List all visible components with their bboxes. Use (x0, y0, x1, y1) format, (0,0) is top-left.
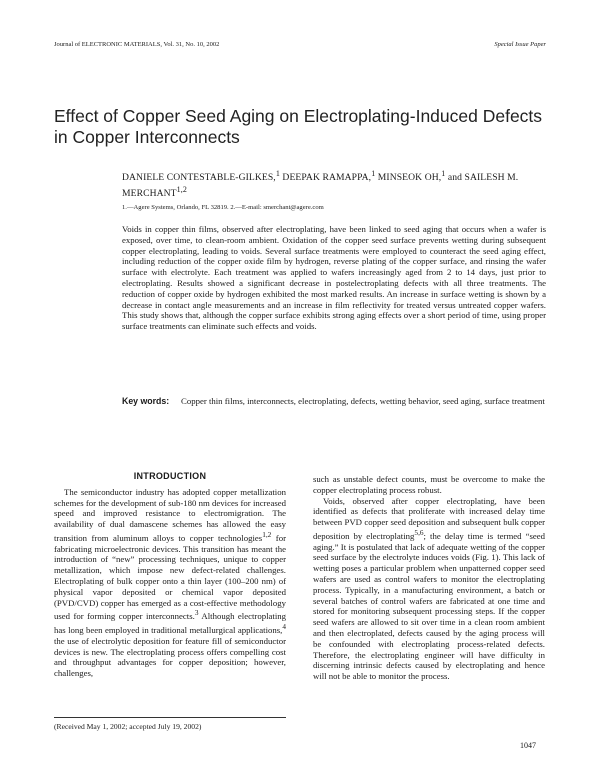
page-number: 1047 (520, 741, 536, 750)
citation-ref: 1,2 (262, 530, 272, 539)
text-run: the use of electrolytic deposition for feature fill of semiconductor devices is new. The electroplating process offers compelling cost and throughput advantages for copper deposition; however, challenges, (54, 635, 286, 679)
citation-ref: 4 (282, 623, 286, 632)
intro-paragraph-2 (313, 496, 545, 682)
footnote-rule (54, 717, 286, 718)
keywords (122, 396, 546, 407)
author-list (122, 168, 542, 200)
author-name: DANIELE CONTESTABLE-GILKES, (122, 172, 276, 184)
journal-citation: Journal of ELECTRONIC MATERIALS, Vol. 31, No. 10, 2002 (54, 41, 220, 48)
left-column (54, 471, 286, 679)
text-run: for fabricating microelectronic devices. This transition has meant the introduction of “new” processing techniques, unique to copper metallization, which impose new defect-related challenges. Electroplating of bulk copper onto a thin layer (100–200 nm) of physical vapor deposited or chemical vapor deposited (PVD/CVD) copper has emerged as a cost-effective methodology used for forming copper interconnects. (54, 532, 287, 622)
author-name: and SAILESH M. MERCHANT (122, 172, 519, 200)
section-heading-introduction: INTRODUCTION (133, 471, 207, 481)
right-column (313, 474, 545, 682)
text-run: ; the delay time is termed “seed aging.” It is postulated that lack of adequate wetting of the copper seed surface by the electrolyte induces voids (Fig. 1). This lack of wetting poses a particular problem when unpatterned copper seed wafers are used as control wafers to monitor the electroplating process. Typically, in a manufacturing environment, a batch or several batches of control wafers are fabricated at one time and stored for monitoring subsequent processing steps. If the copper seed wafers are allowed to sit over time in a clean room ambient and then electroplated, defects caused by the aging process will be confounded with electroplating process-related defects. Therefore, the electroplating engineer will have difficulty in discerning intrinsic defects caused by electroplating and hence will not be able to monitor the process. (313, 530, 546, 682)
author-affiliation-mark: 1 (275, 169, 280, 178)
paper-title: Effect of Copper Seed Aging on Electroplating-Induced Defects in Copper Interconnects (54, 106, 543, 147)
citation-ref: 5,6 (414, 528, 424, 537)
author-name: MINSEOK OH, (375, 172, 442, 184)
intro-paragraph-1 (54, 487, 286, 679)
citation-ref: 3 (194, 609, 199, 618)
author-affiliation-mark: 1 (441, 169, 446, 178)
running-head (54, 41, 546, 51)
intro-paragraph-1-continued: such as unstable defect counts, must be overcome to make the copper electroplating process robust. (313, 474, 545, 495)
text-run: The semiconductor industry has adopted copper metallization schemes for the development of sub-180 nm devices for increased speed and improved resistance to electromigration. The availability of dual damascene schemes has allowed the easy transition from aluminum alloys to copper technologies (54, 486, 286, 543)
author-name: DEEPAK RAMAPPA, (279, 172, 372, 184)
author-affiliation-mark: 1 (371, 169, 376, 178)
author-affiliation-mark: 1,2 (176, 185, 187, 195)
keywords-text: Copper thin films, interconnects, electroplating, defects, wetting behavior, seed aging, surface treatment (181, 396, 545, 406)
abstract: Voids in copper thin films, observed after electroplating, have been linked to seed aging that occurs when a wafer is exposed, over time, to clean-room ambient. Oxidation of the copper seed surface prevents wetting during subsequent copper electroplating, leading to voids. Several surface treatments were employed to counteract the seed aging effect, including reduction of the copper oxide film by hydrogen, reverse plating of the copper surface, and rinsing the wafer surface with electrolyte. Each treatment was applied to wafers increasingly aged from 2 to 14 days, just prior to electroplating. Results showed a significant decrease in postelectroplating defects with all three treatments. The reduction of copper oxide by hydrogen exhibited the most marked results. An increase in surface wetting is shown by a decrease in contact angle measurements and an increase in film reflectivity for treated versus untreated copper wafers. This study shows that, although the copper surface exhibits strong aging effects over a short period of time, using proper surface treatments can eliminate such effects and voids. (122, 224, 546, 332)
received-date-footnote: (Received May 1, 2002; accepted July 19, 2002) (54, 722, 202, 731)
text-run: Although electroplating has long been employed in traditional metallurgical applications, (54, 611, 286, 636)
affiliation: 1.—Agere Systems, Orlando, FL 32819. 2.—E-mail: smerchant@agere.com (122, 204, 324, 211)
text-run: Voids, observed after copper electroplating, have been identified as defects that proliferate with increased delay time between PVD copper seed deposition and subsequent bulk copper deposition by electroplating (313, 495, 545, 541)
section-label: Special Issue Paper (494, 41, 546, 48)
keywords-label: Key words: (122, 396, 170, 406)
